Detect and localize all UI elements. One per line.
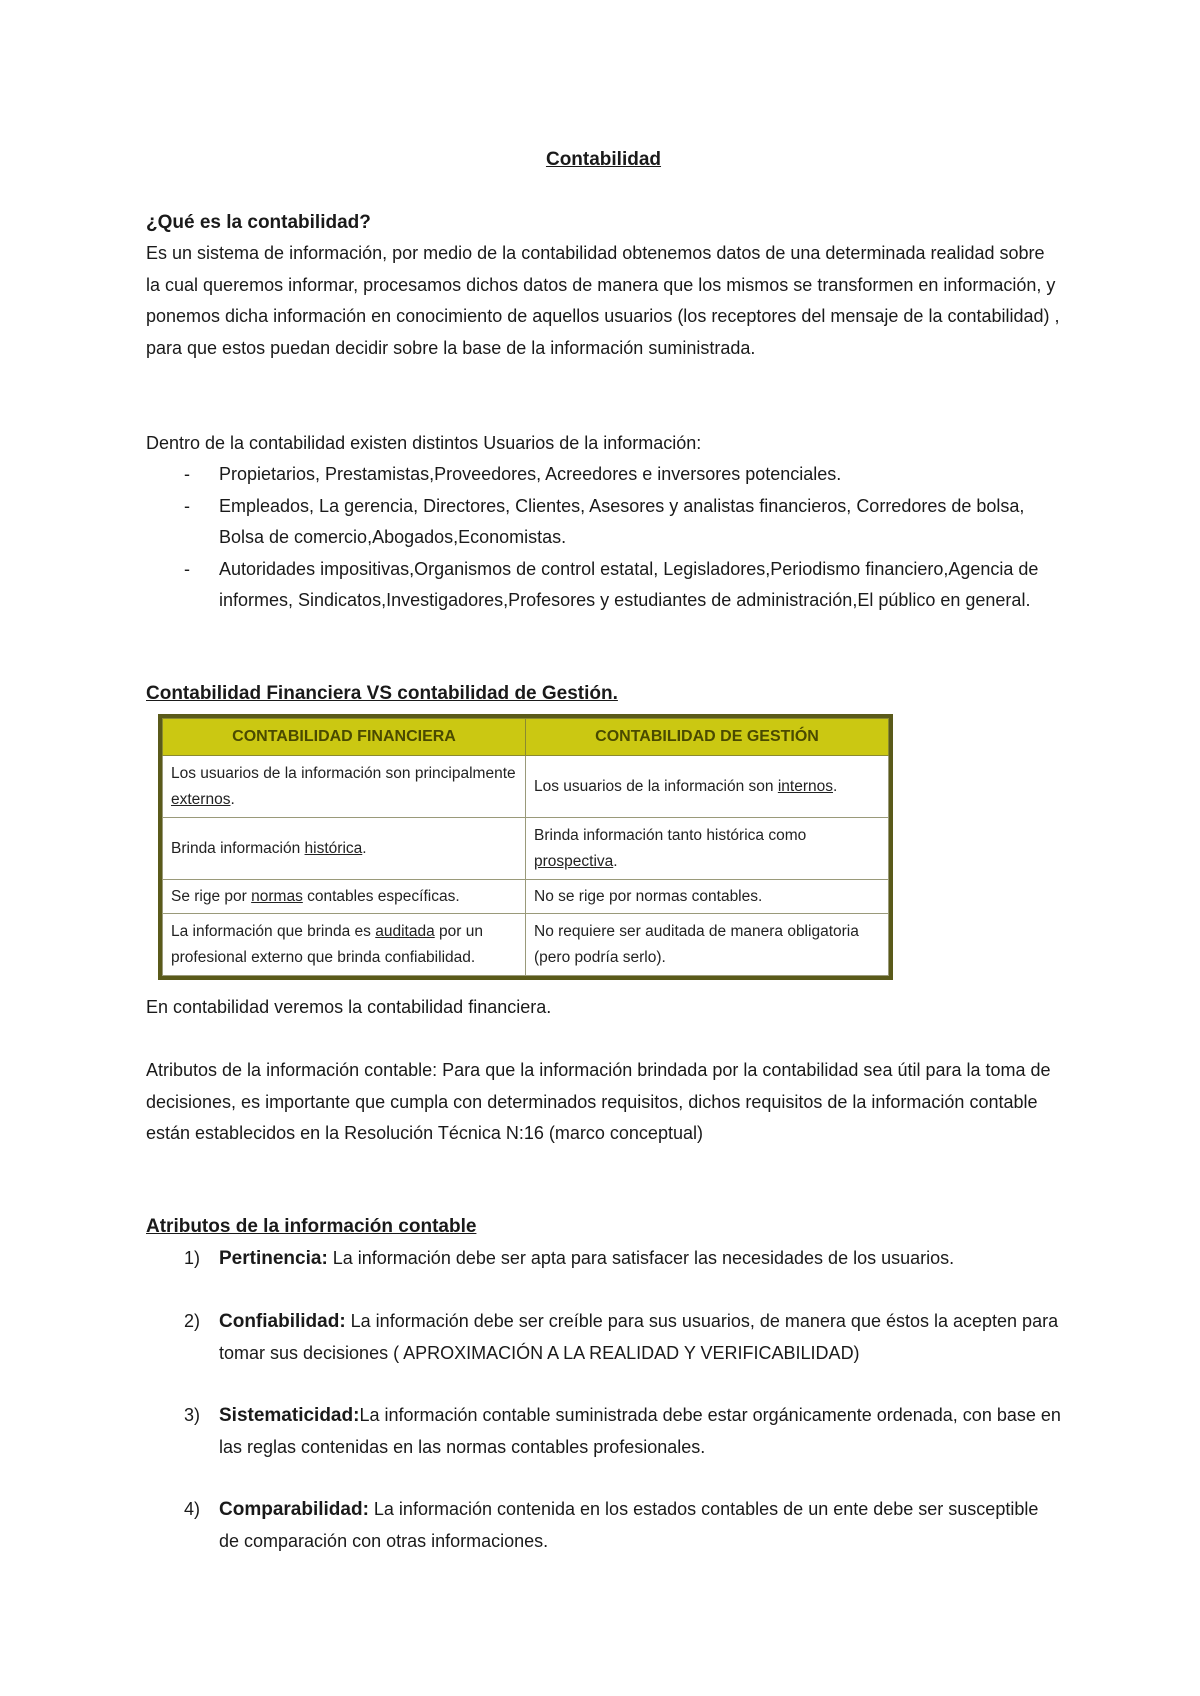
cell-financiera: Los usuarios de la información son principalmente externos. bbox=[163, 756, 526, 818]
cell-gestion: No se rige por normas contables. bbox=[526, 880, 889, 914]
list-item: 1) Pertinencia: La información debe ser apta para satisfacer las necesidades de los usuarios. bbox=[184, 1248, 955, 1269]
table-row bbox=[163, 914, 889, 976]
attributes-heading: Atributos de la información contable bbox=[146, 1216, 477, 1237]
cell-financiera: Brinda información histórica. bbox=[163, 818, 526, 880]
header-gestion: CONTABILIDAD DE GESTIÓN bbox=[526, 719, 889, 756]
list-item: - Propietarios, Prestamistas,Proveedores, Acreedores e inversores potenciales. bbox=[146, 459, 1061, 491]
header-financiera: CONTABILIDAD FINANCIERA bbox=[163, 719, 526, 756]
table-row bbox=[163, 880, 889, 914]
definition-paragraph: Es un sistema de información, por medio de la contabilidad obtenemos datos de una determinada realidad sobre la cual queremos informar, procesamos dichos datos de manera que los mismos se transformen en información, y ponemos dicha información en conocimiento de aquellos usuarios (los receptores del mensaje de la contabilidad) , para que estos puedan decidir sobre la base de la información suministrada. bbox=[146, 243, 1060, 358]
financial-note: En contabilidad veremos la contabilidad financiera. bbox=[146, 997, 552, 1017]
attributes-list bbox=[146, 1494, 1061, 1557]
attributes-list bbox=[146, 1306, 1061, 1369]
table-row bbox=[163, 818, 889, 880]
comparison-heading: Contabilidad Financiera VS contabilidad de Gestión. bbox=[146, 683, 618, 704]
list-item: 2) Confiabilidad: La información debe ser creíble para sus usuarios, de manera que éstos la acepten para tomar sus decisiones ( APROXIMACIÓN A LA REALIDAD Y VERIFICABILIDAD) bbox=[184, 1311, 1059, 1363]
attributes-intro-paragraph: Atributos de la información contable: Para que la información brindada por la contabilidad sea útil para la toma de decisiones, es importante que cumpla con determinados requisitos, dichos requisitos de la información contable están establecidos en la Resolución Técnica N:16 (marco conceptual) bbox=[146, 1060, 1051, 1143]
cell-financiera: La información que brinda es auditada por un profesional externo que brinda confiabilidad. bbox=[163, 914, 526, 976]
users-list bbox=[146, 459, 1061, 617]
cell-gestion: Los usuarios de la información son internos. bbox=[526, 756, 889, 818]
cell-gestion: No requiere ser auditada de manera obligatoria (pero podría serlo). bbox=[526, 914, 889, 976]
list-item: 4) Comparabilidad: La información contenida en los estados contables de un ente debe ser susceptible de comparación con otras informaciones. bbox=[184, 1499, 1039, 1551]
comparison-table bbox=[158, 714, 893, 980]
users-intro: Dentro de la contabilidad existen distintos Usuarios de la información: bbox=[146, 433, 702, 453]
cell-gestion: Brinda información tanto histórica como prospectiva. bbox=[526, 818, 889, 880]
attributes-list bbox=[146, 1400, 1061, 1463]
list-item: - Empleados, La gerencia, Directores, Clientes, Asesores y analistas financieros, Corredores de bolsa, Bolsa de comercio,Abogados,Economistas. bbox=[146, 491, 1061, 554]
cell-financiera: Se rige por normas contables específicas. bbox=[163, 880, 526, 914]
section-heading-que-es: ¿Qué es la contabilidad? bbox=[146, 212, 371, 233]
table-row bbox=[163, 756, 889, 818]
document-title: Contabilidad bbox=[545, 149, 662, 170]
list-item: - Autoridades impositivas,Organismos de control estatal, Legisladores,Periodismo financiero,Agencia de informes, Sindicatos,Investigadores,Profesores y estudiantes de administración,El público en general. bbox=[146, 554, 1061, 617]
table-header-row bbox=[163, 719, 889, 756]
list-item: 3) Sistematicidad:La información contable suministrada debe estar orgánicamente ordenada, con base en las reglas contenidas en las normas contables profesionales. bbox=[184, 1405, 1061, 1457]
attributes-list bbox=[146, 1243, 1061, 1275]
